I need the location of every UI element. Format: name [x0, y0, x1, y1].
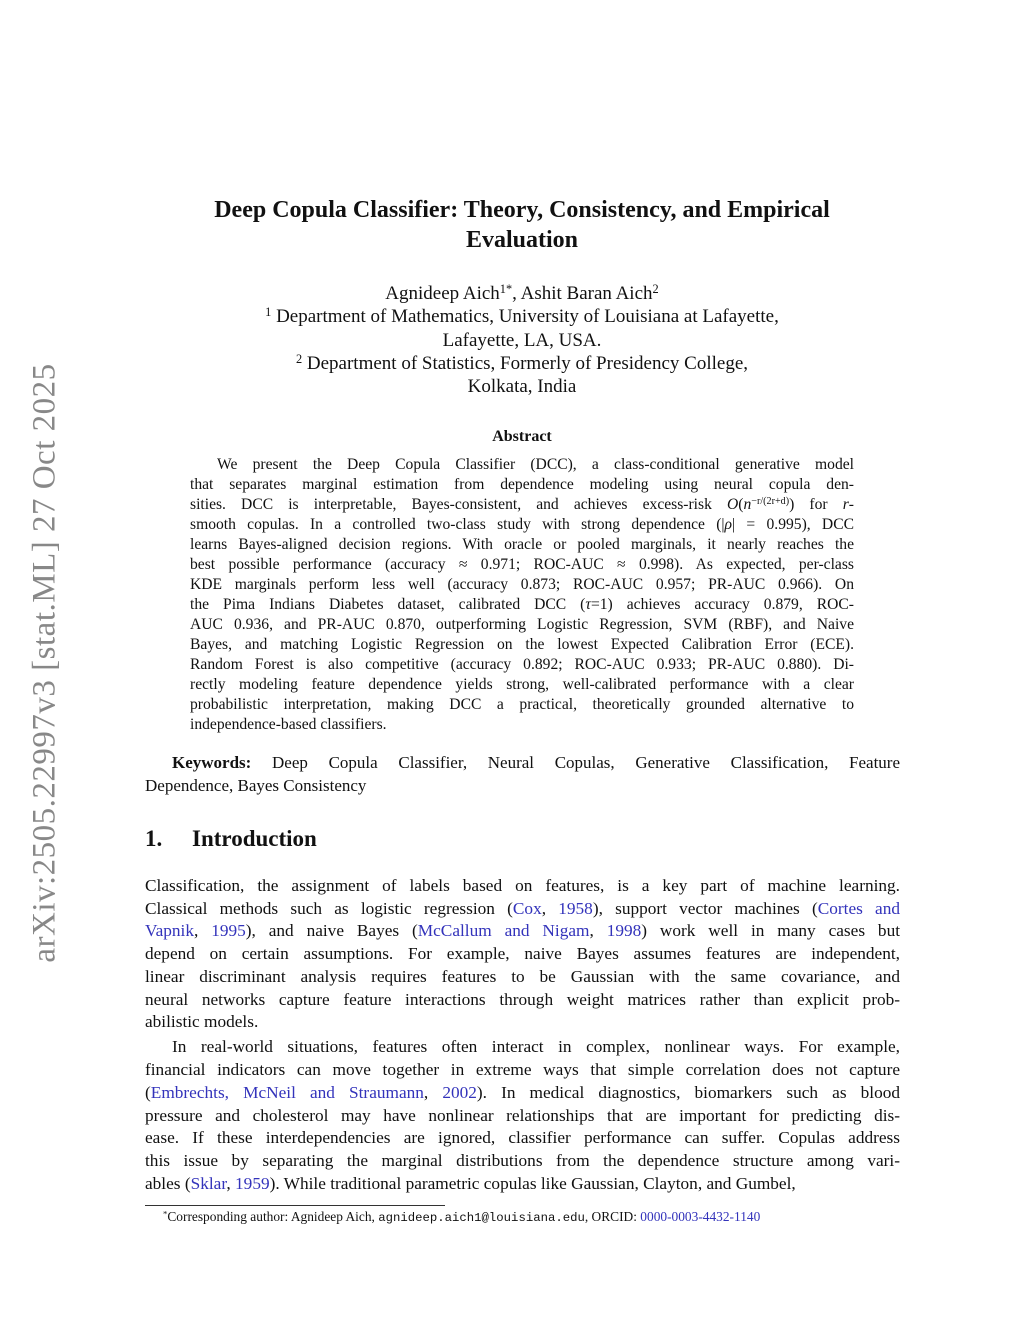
text-line — [190, 695, 854, 715]
author-mark: 2 — [652, 281, 659, 296]
orcid-link[interactable]: 0000-0003-4432-1140 — [640, 1209, 761, 1224]
text-run: ( — [738, 496, 744, 513]
section-number: 1. — [145, 826, 163, 851]
text-line — [145, 1173, 900, 1196]
text-run: =1) achieves accuracy 0.879, ROC- — [590, 596, 854, 613]
text-run: , — [541, 898, 559, 918]
text-line — [190, 715, 854, 735]
citation-link[interactable]: 1959 — [235, 1173, 270, 1193]
math-run: τ — [585, 596, 591, 613]
text-run: Classical methods such as logistic regression ( — [145, 898, 513, 918]
math-run: n — [743, 496, 752, 513]
text-run: ). While traditional parametric copulas like Gaussian, Clayton, and Gumbel, — [269, 1173, 796, 1193]
text-run: learns Bayes-aligned decision regions. With oracle or pooled marginals, it nearly reaches the — [190, 536, 854, 553]
affiliation-mark: 2 — [295, 351, 303, 366]
citation-link[interactable]: McCallum and Nigam — [417, 921, 590, 941]
text-line — [190, 575, 854, 595]
author-name: Agnideep Aich — [385, 283, 500, 304]
text-line — [145, 1082, 900, 1105]
text-run: ), and naive Bayes ( — [245, 921, 418, 941]
introduction-body — [145, 875, 900, 1195]
text-run: the Pima Indians Diabetes dataset, calibrated DCC ( — [190, 596, 586, 613]
text-run: Classification, the assignment of labels based on features, is a key part of machine learning. — [145, 876, 900, 895]
citation-link[interactable]: Vapnik — [145, 921, 194, 941]
math-run: O — [727, 496, 739, 513]
keywords — [145, 751, 900, 797]
footnote — [163, 1209, 760, 1225]
text-run: - — [848, 496, 854, 513]
citation-link[interactable]: Cox — [512, 898, 542, 918]
text-line — [145, 989, 900, 1012]
keywords-label: Keywords: — [172, 753, 252, 772]
text-run: Dependence, Bayes Consistency — [145, 776, 367, 795]
text-line — [145, 1127, 900, 1150]
orcid-label: , ORCID: — [584, 1209, 641, 1224]
text-run: ease. If these interdependencies are ignored, classifier performance can suffer. Copulas address — [145, 1128, 900, 1148]
author-name: Ashit Baran Aich — [520, 283, 653, 304]
affiliation-line: Kolkata, India — [467, 376, 577, 398]
text-run: rectly modeling feature dependence yields strong, well-calibrated performance with a clear — [190, 676, 854, 693]
affiliation — [0, 305, 1024, 328]
abstract-body — [190, 455, 854, 735]
text-run: best possible performance (accuracy ≈ 0.971; ROC-AUC ≈ 0.998). As expected, per-class — [190, 556, 854, 573]
text-line — [145, 898, 900, 921]
affiliation — [0, 352, 1024, 375]
text-run: this issue by separating the marginal distributions from the dependence structure among vari- — [145, 1150, 900, 1170]
author-mark: 1* — [499, 281, 513, 296]
text-run: Random Forest is also competitive (accuracy 0.892; ROC-AUC 0.933; PR-AUC 0.880). Di- — [190, 656, 854, 673]
text-line — [190, 555, 854, 575]
text-run: ables ( — [145, 1173, 191, 1193]
math-run: ρ — [724, 516, 733, 533]
text-run: Deep Copula Classifier, Neural Copulas, Generative Classification, Feature — [251, 753, 900, 772]
math-run: r — [842, 496, 849, 513]
citation-link[interactable]: Sklar — [190, 1173, 227, 1193]
text-run: neural networks capture feature interactions through weight matrices rather than explicit prob- — [145, 989, 900, 1009]
text-line — [190, 535, 854, 555]
text-run: independence-based classifiers. — [190, 716, 387, 733]
affiliation-mark: 1 — [265, 305, 272, 320]
citation-link[interactable]: Cortes and — [817, 898, 901, 918]
text-run: ) work well in many cases but — [641, 921, 901, 941]
text-line — [190, 615, 854, 635]
footnote-rule — [145, 1205, 445, 1206]
author-names: Agnideep Aich$^{1*}$, Ashit Baran Aich$^2$ — [385, 281, 659, 304]
text-run: sities. DCC is interpretable, Bayes-consistent, and achieves excess-risk — [190, 496, 727, 513]
text-line — [190, 495, 854, 515]
text-run: ). In medical diagnostics, biomarkers such as blood — [476, 1082, 901, 1102]
text-line — [145, 1105, 900, 1128]
text-run: , — [193, 921, 212, 941]
citation-link[interactable]: Embrechts, McNeil and Straumann — [150, 1082, 424, 1102]
text-run: probabilistic interpretation, making DCC a practical, theoretically grounded alternative to — [190, 696, 854, 713]
text-run: abilistic models. — [145, 1012, 259, 1032]
citation-link[interactable]: 1958 — [558, 898, 593, 918]
text-run: , — [423, 1082, 443, 1102]
text-run: Bayes, and matching Logistic Regression on the lowest Expected Calibration Error (ECE). — [190, 636, 854, 653]
arxiv-stamp: arXiv:2505.22997v3 [stat.ML] 27 Oct 2025 — [26, 363, 63, 963]
citation-link[interactable]: 1995 — [211, 921, 246, 941]
author-block — [0, 282, 1024, 398]
citation-link[interactable]: 1998 — [606, 921, 642, 941]
affiliation-line: Department of Mathematics, University of Louisiana at Lafayette, — [276, 306, 779, 328]
text-line — [190, 675, 854, 695]
footnote-text: Corresponding author: Agnideep Aich, — [167, 1209, 379, 1224]
text-run: that separates marginal estimation from dependence modeling using neural copula den- — [190, 476, 854, 493]
text-run: We present the Deep Copula Classifier (DCC), a class-conditional generative model — [217, 456, 854, 473]
affiliation-line: Lafayette, LA, USA. — [442, 329, 602, 351]
text-line — [145, 751, 900, 774]
text-line — [145, 920, 900, 943]
text-run: AUC 0.936, and PR-AUC 0.870, outperforming Logistic Regression, SVM (RBF), and Naive — [190, 616, 854, 633]
affiliation-line: Department of Statistics, Formerly of Presidency College, — [306, 352, 749, 374]
text-run: , — [589, 921, 607, 941]
text-run: ) for — [789, 496, 843, 513]
text-line — [145, 774, 900, 797]
abstract-heading: Abstract — [492, 428, 552, 445]
text-line — [190, 455, 854, 475]
paragraph — [145, 1036, 900, 1195]
text-line — [145, 1036, 900, 1059]
title-line: Evaluation — [465, 227, 579, 253]
footnote-mark: * — [163, 1208, 168, 1219]
section-heading — [145, 826, 317, 852]
text-line — [145, 875, 900, 898]
section-title: Introduction — [192, 826, 317, 851]
text-run: ), support vector machines ( — [592, 898, 818, 918]
text-line — [190, 595, 854, 615]
text-run: | = 0.995), DCC — [732, 516, 854, 533]
citation-link[interactable]: 2002 — [442, 1082, 477, 1102]
text-run: depend on certain assumptions. For example, naive Bayes assumes features are independent, — [145, 944, 900, 964]
title-line: Deep Copula Classifier: Theory, Consistency, and Empirical — [214, 197, 830, 223]
text-run: ( — [145, 1082, 151, 1102]
text-line — [190, 655, 854, 675]
text-line — [190, 515, 854, 535]
text-run: pressure and cholesterol may have nonlinear relationships that are important for predicting dis- — [145, 1105, 900, 1125]
paragraph — [145, 875, 900, 1034]
text-run: linear discriminant analysis requires features to be Gaussian with the same covariance, and — [145, 966, 900, 986]
text-line — [190, 635, 854, 655]
text-run: financial indicators can move together in extreme ways that simple correlation does not capture — [145, 1060, 900, 1080]
text-line — [145, 1150, 900, 1173]
text-run: KDE marginals perform less well (accuracy 0.873; ROC-AUC 0.957; PR-AUC 0.966). On — [190, 576, 854, 593]
text-line — [145, 966, 900, 989]
text-line — [145, 1011, 900, 1034]
email-link[interactable]: agnideep.aich1@louisiana.edu — [378, 1211, 585, 1225]
paper-title — [0, 195, 1024, 255]
math-run: −r/(2r+d) — [751, 495, 790, 507]
text-line — [145, 1059, 900, 1082]
text-line — [190, 475, 854, 495]
text-line — [145, 943, 900, 966]
text-run: , — [226, 1173, 236, 1193]
text-run: smooth copulas. In a controlled two-class study with strong dependence (| — [190, 516, 725, 533]
text-run: In real-world situations, features often interact in complex, nonlinear ways. For example, — [172, 1037, 900, 1057]
